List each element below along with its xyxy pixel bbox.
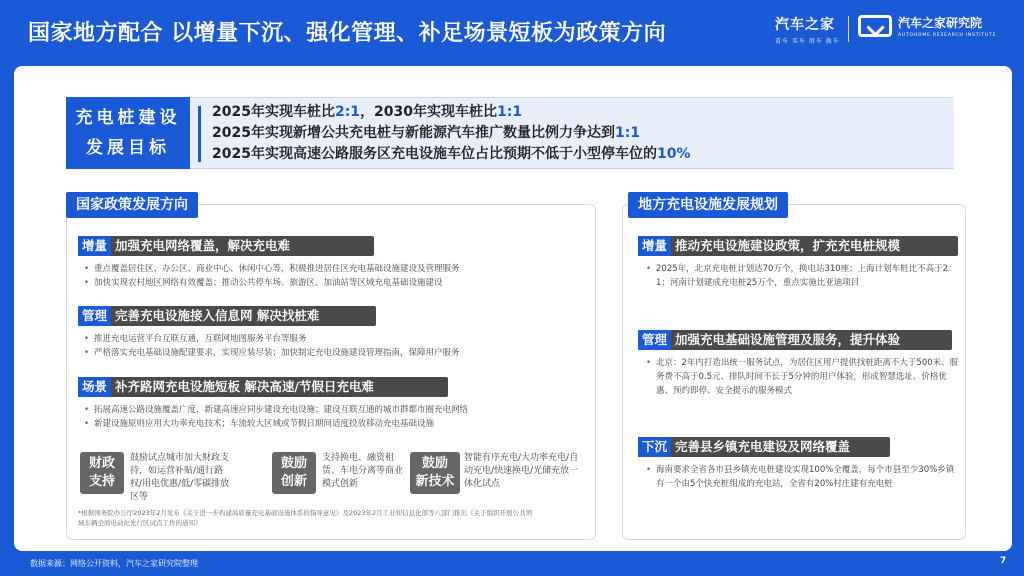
- section-title: 推动充电设施建设政策，扩充充电桩规模: [675, 238, 901, 253]
- target-label-line2: 发展目标: [86, 138, 170, 158]
- innovation-badge: 鼓励 创新: [272, 452, 316, 494]
- target-label: [66, 97, 190, 169]
- national-section-management: [78, 306, 376, 326]
- target-accent-bar: [198, 106, 201, 162]
- research-institute-logo: [858, 14, 996, 38]
- local-plan-tab: 地方充电设施发展规划: [628, 192, 788, 218]
- local-section-increment: [638, 236, 958, 256]
- target-body: [190, 97, 954, 169]
- logo-sub-text: 看车 买车 用车 换车: [775, 38, 840, 45]
- national-section-increment: [78, 236, 374, 256]
- logo-main-text: 汽车之家: [775, 17, 835, 33]
- section-title: 完善充电设施接入信息网 解决找桩难: [115, 308, 320, 323]
- local-management-list: [644, 356, 960, 398]
- autohome-logo: [775, 14, 840, 45]
- fiscal-support-text: 鼓励试点城市加大财政支持，如运营补贴/通行路权/用电优惠/低/零碳排放区等: [130, 453, 230, 502]
- local-section-management: [638, 330, 952, 350]
- page-number: 7: [1000, 556, 1007, 566]
- local-increment-list: [644, 262, 960, 290]
- logo-divider: [848, 16, 849, 42]
- list-item: • 2025年，北京充电桩计划达70万个，换电站310座；上海计划车桩比不高于2：1；河南计划建成充电桩25万个，重点实施比亚迪项目: [644, 262, 960, 290]
- footnote: *根据国务院办公厅2023年2月发布《关于进一步构建高质量充电基础设施体系的指导意见》及2023年2月工业和信息化部等八部门推出《关于组织开展公共领域车辆全面电动化先行区试点工作的通知》: [78, 509, 533, 527]
- target-line-3: 2025年实现高速公路服务区充电设施车位占比预期不低于小型停车位的10%: [212, 146, 691, 162]
- innovation-text: 支持换电、融资租赁、车电分离等商业模式创新: [322, 453, 404, 489]
- section-title: 补齐路网充电设施短板 解决高速/节假日充电难: [115, 379, 374, 394]
- national-policy-tab: 国家政策发展方向: [66, 192, 198, 218]
- list-item: • 新建设施原则应用大功率充电技术；车流较大区域或节假日期间适度投放移动充电基础设施: [82, 417, 582, 431]
- section-title: 加强充电网络覆盖，解决充电难: [115, 238, 291, 253]
- ahr-logo-icon: [858, 15, 892, 37]
- section-keyword: 管理: [78, 306, 111, 326]
- target-line-1: 2025年实现车桩比2:1，2030年实现车桩比1:1: [212, 104, 523, 120]
- institute-english-name: AUTOHOME RESEARCH INSTITUTE: [898, 33, 997, 38]
- new-tech-text: 智能有序充电/大功率充电/自动充电/快速换电/光储充放一体化试点: [464, 453, 579, 489]
- section-title: 加强充电基础设施管理及服务，提升体验: [675, 332, 901, 347]
- local-section-sinking: [638, 437, 890, 457]
- list-item: • 推进充电运营平台互联互通，互联网地图服务平台等服务: [82, 332, 582, 346]
- section-keyword: 增量: [78, 236, 111, 256]
- section-keyword: 增量: [638, 236, 671, 256]
- data-source: 数据来源：网络公开资料，汽车之家研究院整理: [30, 559, 198, 568]
- national-section-scenario: [78, 377, 448, 397]
- section-keyword: 场景: [78, 377, 111, 397]
- list-item: • 海南要求全省各市县乡镇充电桩建设实现100%全覆盖，每个市县至少30%乡镇有一个由5个快充桩组成的充电站，全省有20%村庄建有充电桩: [644, 463, 960, 491]
- fiscal-support-badge: 财政 支持: [80, 452, 124, 494]
- list-item: • 重点覆盖居住区、办公区、商业中心、休闲中心等，积极推进居住区充电基础设施建设及管理服务: [82, 262, 582, 276]
- list-item: • 严格落实充电基础设施配建要求，实现应装尽装；加快制定充电设施建设管理指南，保障用户服务: [82, 346, 582, 360]
- new-tech-badge: 鼓励 新技术: [410, 452, 460, 494]
- section-title: 完善县乡镇充电建设及网络覆盖: [675, 439, 851, 454]
- local-sinking-list: [644, 463, 960, 491]
- national-scenario-list: [82, 403, 582, 431]
- target-line-2: 2025年实现新增公共充电桩与新能源汽车推广数量比例力争达到1:1: [212, 125, 641, 141]
- list-item: • 北京：2年内打造出统一服务试点，为居住区用户提供找桩距离不大于500米、服务费不高于0.5元、排队时间不长于5分钟的用户体验，形成智慧选址、价格优惠、预约即停、安全提示的服务模式: [644, 356, 960, 398]
- institute-name: 汽车之家研究院: [898, 16, 983, 30]
- list-item: • 加快实现农村地区网络有效覆盖；推动公共停车场、旅游区、加油站等区域充电基础设施建设: [82, 276, 582, 290]
- national-management-list: [82, 332, 582, 360]
- national-increment-list: [82, 262, 582, 290]
- section-keyword: 下沉: [638, 437, 671, 457]
- header-bar: [0, 0, 1024, 64]
- section-keyword: 管理: [638, 330, 671, 350]
- target-label-line1: 充电桩建设: [75, 108, 181, 128]
- page-title: 国家地方配合 以增量下沉、强化管理、补足场景短板为政策方向: [28, 21, 667, 46]
- list-item: • 拓展高速公路设施覆盖广度，新建高速应同步建设充电设施；建设互联互通的城市群都市圈充电网络: [82, 403, 582, 417]
